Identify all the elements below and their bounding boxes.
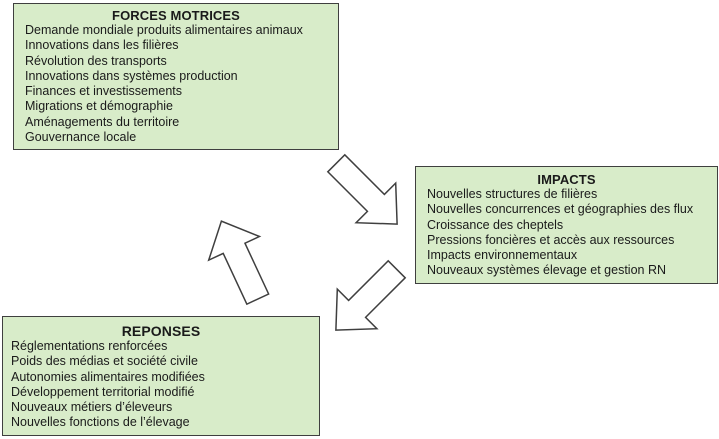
impacts-item: Pressions foncières et accès aux ressources (427, 232, 675, 247)
reponses-title: REPONSES (121, 323, 201, 339)
impacts-item: Nouvelles structures de filières (427, 187, 598, 201)
reponses-item: Réglementations renforcées (11, 339, 168, 353)
impacts-item: Nouveaux systèmes élevage et gestion RN (427, 263, 667, 278)
impacts-title: IMPACTS (537, 172, 596, 187)
forces-item: Demande mondiale produits alimentaires animaux (25, 23, 303, 37)
reponses-item: Nouvelles fonctions de l’élevage (11, 415, 190, 430)
impacts-item: Impacts environnementaux (427, 248, 578, 263)
reponses-item: Nouveaux métiers d’éleveurs (11, 400, 173, 415)
arrow-impacts-to-reponses (316, 250, 416, 350)
reponses-item: Autonomies alimentaires modifiées (11, 369, 205, 384)
forces-item: Révolution des transports (25, 53, 167, 68)
reponses-item: Développement territorial modifié (11, 384, 195, 399)
reponses-item: Poids des médias et société civile (11, 354, 198, 369)
impacts-item: Nouvelles concurrences et géographies des flux (427, 202, 694, 217)
forces-item: Innovations dans systèmes production (25, 68, 238, 83)
forces-item: Gouvernance locale (25, 130, 137, 145)
forces-motrices-title: FORCES MOTRICES (112, 8, 240, 23)
forces-item: Migrations et démographie (25, 99, 173, 114)
forces-item: Innovations dans les filières (25, 38, 179, 53)
forces-item: Finances et investissements (25, 84, 183, 99)
forces-item: Aménagements du territoire (25, 114, 180, 129)
arrow-forces-to-impacts (317, 144, 417, 244)
arrow-reponses-to-forces (196, 209, 283, 311)
impacts-item: Croissance des cheptels (427, 217, 564, 232)
